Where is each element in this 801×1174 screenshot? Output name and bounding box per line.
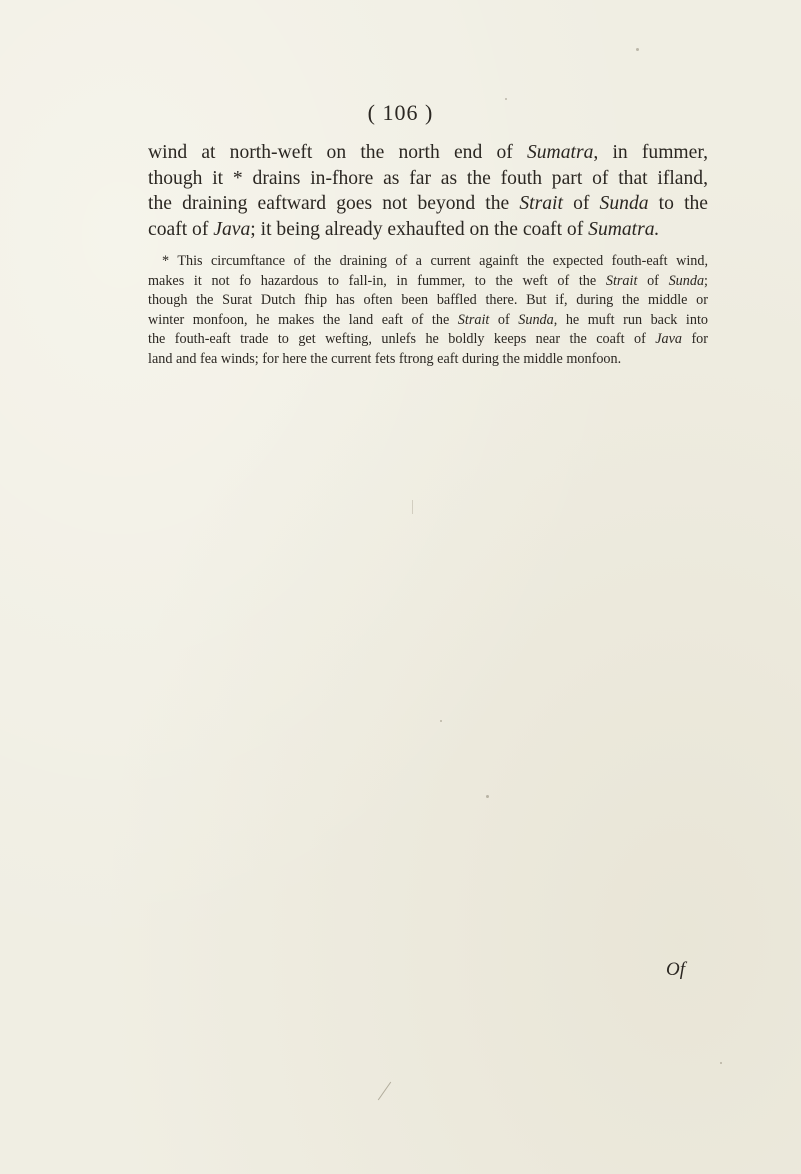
footnote-line-2-mid: of [637, 272, 669, 289]
main-paragraph [148, 140, 708, 242]
paper-speck [636, 48, 639, 51]
main-line-3-text: the draining eaftward goes not beyond the [148, 193, 520, 214]
main-line-4-mid: ; it being already exhaufted on the coaft of [250, 218, 589, 240]
paper-speck [486, 795, 489, 798]
footnote-line-3: though the Surat Dutch fhip has often been baffled there. But if, during the middle or [148, 292, 708, 309]
main-line-4 [148, 217, 708, 243]
main-line-4-text: coaft of [148, 218, 214, 240]
footnote-line-5 [148, 330, 708, 350]
footnote-line-1: * This circumftance of the draining of a current againft the expected fouth-eaft wind, [162, 253, 708, 269]
place-java: Java [213, 218, 251, 240]
main-line-2: though it * drains in-fhore as far as the fouth part of that ifland, [148, 167, 708, 189]
main-line-1 [148, 140, 708, 166]
footnote-line-5-text: the fouth-eaft trade to get wefting, unlefs he boldly keeps near the coaft of [148, 331, 656, 348]
main-line-3-mid: of [562, 193, 600, 214]
place-sumatra-2: Sumatra. [588, 218, 660, 240]
paper-speck [720, 1062, 722, 1064]
place-sumatra: Sumatra [526, 142, 594, 163]
main-line-1-text: wind at north-weft on the north end of [148, 142, 527, 163]
footnote-line-2-text: makes it not fo hazardous to fall-in, in fummer, to the weft of the [148, 272, 606, 289]
footnote-line-2 [148, 272, 708, 292]
fn-place-sunda-2: Sunda [518, 311, 554, 328]
fn-place-java: Java [655, 331, 683, 348]
footnote-line-4-text: winter monfoon, he makes the land eaft of the [148, 311, 458, 328]
fn-place-strait-2: Strait [457, 311, 490, 328]
paper-speck [440, 720, 442, 722]
paper-mark [412, 500, 413, 514]
footnote [148, 252, 708, 370]
fn-place-strait: Strait [605, 272, 638, 289]
place-sunda: Sunda [599, 193, 649, 214]
footnote-line-4-mid: of [489, 311, 519, 328]
footnote-line-5-end: for [682, 331, 708, 348]
footnote-line-2-end: ; [704, 272, 708, 289]
page-number: ( 106 ) [367, 100, 434, 125]
main-line-3-end: to the [648, 193, 709, 214]
catchword: Of [666, 959, 685, 980]
paper-speck [505, 98, 507, 100]
footnote-line-4 [148, 311, 708, 331]
footnote-line-6: land and fea winds; for here the current fets ftrong eaft during the middle monfoon. [148, 350, 622, 367]
place-strait: Strait [519, 193, 563, 214]
footnote-line-4-end: , he muft run back into [553, 311, 708, 328]
main-line-1-end: , in fummer, [593, 142, 709, 163]
main-line-3 [148, 191, 708, 217]
paper-mark [378, 1082, 391, 1101]
fn-place-sunda: Sunda [668, 272, 705, 289]
